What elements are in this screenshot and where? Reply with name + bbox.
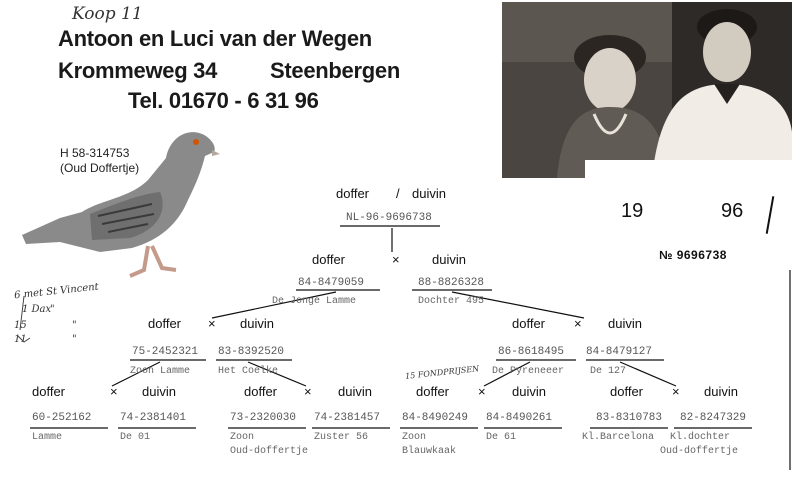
certificate-year-prefix: 19 [621,200,644,222]
gen3-right-male-label: doffer [512,316,546,331]
gen4-name-8b: Oud-doffertje [660,446,739,457]
breeder-city: Steenbergen [270,58,400,83]
handwritten-results-note: 15 FONDPRIJSEN [404,364,480,381]
dam-ring: 88-8826328 [418,277,485,289]
gen4-ring-4: 74-2381457 [314,412,381,424]
gen4-name-3b: Oud-doffertje [230,446,309,457]
gen4-ring-2: 74-2381401 [120,412,187,424]
gen3-ring-3: 86-8618495 [498,346,565,358]
gen4-1-cross: × [110,384,118,399]
gen4-ring-7: 83-8310783 [596,412,663,424]
gen3-left-female-label: duivin [240,316,274,331]
breeder-name: Antoon en Luci van der Wegen [58,26,372,51]
handwritten-side-note-4: 11 [14,334,27,345]
gen4-ring-5: 84-8490249 [402,412,469,424]
gen3-name-3: De Pyreneeer [492,366,565,377]
dam-label: duivin [432,252,466,267]
gen4-4-male-label: doffer [610,384,644,399]
gen4-name-6: De 61 [486,432,517,443]
gen4-2-cross: × [304,384,312,399]
gen3-ring-2: 83-8392520 [218,346,285,358]
gen3-name-2: Het Coelke [218,366,279,377]
gen4-ring-8: 82-8247329 [680,412,747,424]
gen4-name-2: De 01 [120,432,151,443]
pigeon-nickname: (Oud Doffertje) [60,161,140,175]
certificate-number: № 9696738 [659,248,727,262]
gen3-ring-4: 84-8479127 [586,346,653,358]
parents-cross: × [392,252,400,267]
gen4-ring-1: 60-252162 [32,412,92,424]
handwritten-ditto-1: " [50,304,55,315]
gen4-name-4: Zuster 56 [314,432,369,443]
gen4-1-male-label: doffer [32,384,66,399]
gen4-name-8: Kl.dochter [670,432,731,443]
root-header-female: duivin [412,186,446,201]
gen3-right-female-label: duivin [608,316,642,331]
gen4-4-female-label: duivin [704,384,738,399]
sire-ring: 84-8479059 [298,277,365,289]
sire-name: De Jonge Lamme [272,296,357,307]
gen4-1-female-label: duivin [142,384,176,399]
gen3-right-cross: × [574,316,582,331]
gen4-3-female-label: duivin [512,384,546,399]
gen4-name-7: Kl.Barcelona [582,432,655,443]
handwritten-side-note-1: 6 met St Vincent [13,281,100,302]
gen4-name-5b: Blauwkaak [402,446,457,457]
handwritten-top-note: Koop 11 [72,4,143,24]
gen3-name-4: De 127 [590,366,627,377]
certificate-year-suffix: 96 [721,200,744,222]
gen4-2-female-label: duivin [338,384,372,399]
gen3-left-male-label: doffer [148,316,182,331]
root-header-slash: / [396,186,400,201]
gen4-ring-6: 84-8490261 [486,412,553,424]
dam-name: Dochter 495 [418,296,485,307]
gen4-ring-3: 73-2320030 [230,412,297,424]
breeder-street: Krommeweg 34 [58,58,218,83]
gen4-3-cross: × [478,384,486,399]
root-ring: NL-96-9696738 [346,212,432,224]
gen4-4-cross: × [672,384,680,399]
sire-label: doffer [312,252,346,267]
handwritten-side-note-3: 15 [14,320,27,331]
gen3-name-1: Zoon Lamme [130,366,191,377]
gen4-name-5: Zoon [402,432,427,443]
gen3-left-cross: × [208,316,216,331]
pigeon-ring: H 58-314753 [60,146,130,160]
root-header-male: doffer [336,186,370,201]
handwritten-side-note-2: 1 Dax [22,304,52,315]
breeder-phone: Tel. 01670 - 6 31 96 [128,88,319,113]
gen4-3-male-label: doffer [416,384,450,399]
gen4-2-male-label: doffer [244,384,278,399]
gen4-name-1: Lamme [32,432,63,443]
gen3-ring-1: 75-2452321 [132,346,199,358]
handwritten-ditto-2: " [72,320,77,331]
handwritten-ditto-3: " [72,334,77,345]
gen4-name-3: Zoon [230,432,255,443]
